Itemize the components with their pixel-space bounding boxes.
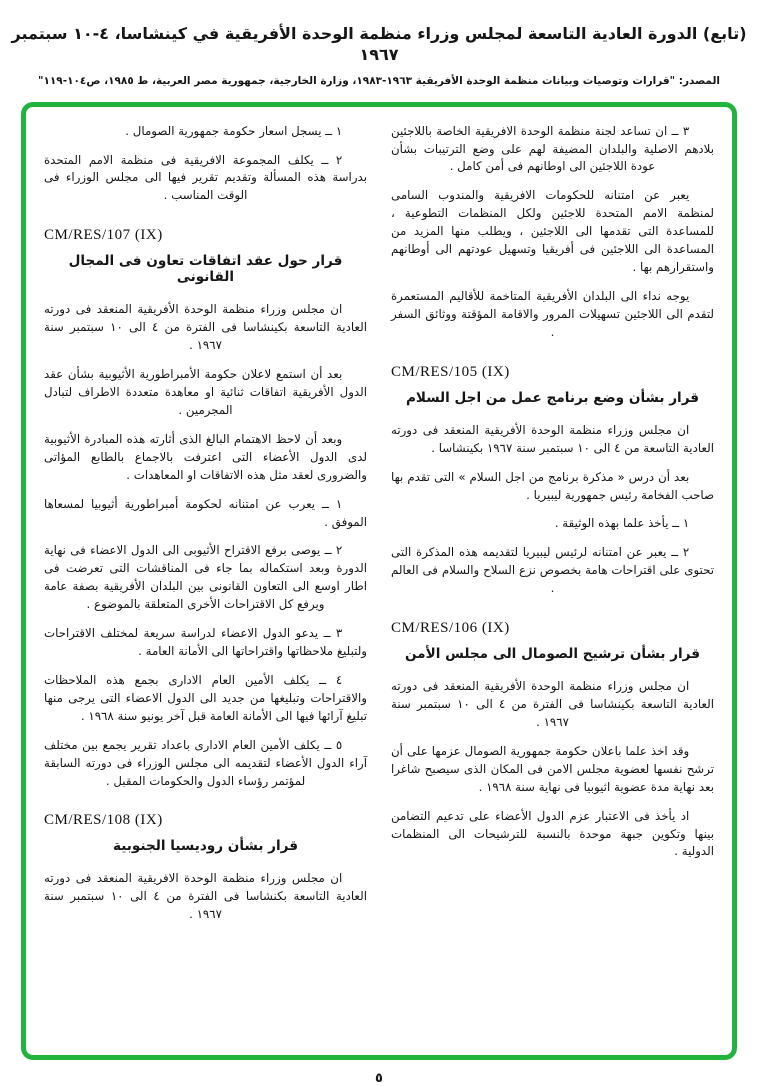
paragraph: ان مجلس وزراء منظمة الوحدة الأفريقية المنعقد فى دورته العادية التاسعة من ٤ الى ١٠ سبتمبر سنة ١٩٦٧ بكينشاسا . [391, 422, 714, 455]
paragraph: ١ ــ يأخذ علما بهذه الوثيقة . [554, 516, 690, 531]
paragraph: ان مجلس وزراء منظمة الوحدة الأفريقية المنعقد فى دورته العادية التاسعة بكينشاسا فى الفترة من ٤ الى ١٠ سبتمبر سنة ١٩٦٧ . [391, 679, 714, 729]
paragraph: بعد أن استمع لاعلان حكومة الأمبراطورية الأثيوبية بشأن عقد الدول الأفريقية اتفاقات ثنائية او معاهدة متعددة الاطراف لتبادل المجرمين . [44, 367, 367, 417]
column-right [391, 123, 714, 1049]
paragraph: ٢ ــ يعبر عن امتنانه لرئيس ليبيريا لتقديمه هذه المذكرة التى تحتوى على اقتراحات هامة بخصوص نزع السلاح والسلام فى العالم . [391, 545, 714, 596]
header-title: (تابع) الدورة العادية التاسعة لمجلس وزراء منظمة الوحدة الأفريقية في كينشاسا، ٤-١٠ سبتمبر ١٩٦٧ [11, 24, 747, 64]
paragraph: ان مجلس وزراء منظمة الوحدة الافريقية المنعقد فى دورته العادية التاسعة بكنشاسا فى الفترة من ٤ الى ١٠ سبتمبر سنة ١٩٦٧ . [44, 871, 367, 922]
paragraph: ١ ــ يسجل اسعار حكومة جمهورية الصومال . [125, 123, 343, 138]
document-frame [21, 102, 737, 1060]
header-source-line: المصدر: "قرارات وتوصيات وبيانات منظمة الوحدة الأفريقية ١٩٦٣-١٩٨٣، وزارة الخارجية، جمهورية مصر العربية، ط ١٩٨٥، ص١٠٤-١١٩" [38, 74, 720, 87]
two-column-layout [44, 123, 714, 1049]
paragraph: ٤ ــ يكلف الأمين العام الادارى بجمع هذه الملاحظات والاقتراحات وتبليغها من جديد الى الدول الاعضاء التى يرجى منها تبليغ آرائها فيها الى الأمانة العامة قبل آخر يونيو سنة ١٩٦٨ . [44, 672, 367, 723]
resolution-ref: CM/RES/108 (IX) [44, 812, 163, 829]
page-header [0, 0, 758, 87]
resolution-title: قرار حول عقد اتفاقات تعاون فى المجال القانونى [68, 253, 343, 286]
paragraph: ان مجلس وزراء منظمة الوحدة الأفريقية المنعقد فى دورته العادية التاسعة بكينشاسا فى الفترة من ٤ الى ١٠ سبتمبر سنة ١٩٦٧ . [44, 302, 367, 353]
column-left [44, 123, 367, 1049]
paragraph: ١ ــ يعرب عن امتنانه لحكومة أمبراطورية أثيوبيا لمسعاها الموفق . [44, 496, 367, 529]
page-number: ٥ [375, 1070, 383, 1086]
paragraph: ٣ ــ ان تساعد لجنة منظمة الوحدة الافريقية الخاصة باللاجئين بلادهم الاصلية والبلدان المضيفة لهم على وضع الترتيبات بشأن عودة اللاجئين الى اوطانهم فى أمن كامل . [391, 123, 714, 174]
resolution-title: قرار بشأن ترشيح الصومال الى مجلس الأمن [404, 646, 701, 663]
resolution-ref: CM/RES/105 (IX) [391, 363, 510, 380]
paragraph: يعبر عن امتنانه للحكومات الافريقية والمندوب السامى لمنظمة الامم المتحدة للاجئين ولكل المنظمات التطوعية ، للمساعدة التى تقدمها الى اللاجئين ، ويطلب منها المزيد من المساعدة الى اللاجئين فى أفريقيا وتسهيل عودتهم الى أوطانهم واستقرارهم بها . [391, 188, 714, 275]
paragraph: يوجه نداء الى البلدان الأفريقية المتاخمة للأقاليم المستعمرة لتقدم الى اللاجئين تسهيلات المرور والاقامة المؤقتة ووثائق السفر . [391, 288, 714, 339]
paragraph: بعد أن درس « مذكرة برنامج من اجل السلام » التى تقدم بها صاحب الفخامة رئيس جمهورية ليبيريا . [391, 469, 714, 502]
paragraph: اد يأخذ فى الاعتبار عزم الدول الأعضاء على تدعيم التضامن بينها وتكوين جبهة موحدة بالنسبة للترشيحات الى المنظمات الدولية . [391, 808, 714, 859]
paragraph: وقد اخذ علما باعلان حكومة جمهورية الصومال عزمها على أن ترشح نفسها لعضوية مجلس الامن فى المكان الذى سيصبح شاغرا بعد نهاية مدة عضوية اثيوبيا فى نهاية سنة ١٩٦٨ . [391, 743, 714, 794]
page-footer [0, 1071, 758, 1086]
paragraph: ٢ ــ يوصى برفع الاقتراح الأثيوبى الى الدول الاعضاء فى نهاية الدورة وبعد استكماله بما جاء فى المناقشات التى تعرضت فى اطار اوسع الى التعاون القانونى بين البلدان الأفريقية بصفة عامة ويرفع كل الاقتراحات الأخرى المتعلقة بالموضوع . [44, 543, 367, 612]
resolution-title: قرار بشأن وضع برنامج عمل من اجل السلام [405, 389, 700, 406]
resolution-ref: CM/RES/107 (IX) [44, 227, 163, 244]
resolution-ref: CM/RES/106 (IX) [391, 620, 510, 637]
paragraph: وبعد أن لاحظ الاهتمام البالغ الذى أثارته هذه المبادرة الأثيوبية لدى الدول الأعضاء التى اعترفت بالاجماع بالطابع المؤاتى والضرورى لعقد مثل هذه الاتفاقات او المعاهدات . [44, 431, 367, 482]
resolution-title: قرار بشأن روديسيا الجنوبية [112, 838, 299, 855]
paragraph: ٥ ــ يكلف الأمين العام الادارى باعداد تقرير يجمع بين مختلف آراء الدول الأعضاء لتقديمه الى مجلس الوزراء فى دورته السابقة لمؤتمر رؤساء الدول والحكومات المقبل . [44, 737, 367, 788]
paragraph: ٢ ــ يكلف المجموعة الافريقية فى منظمة الامم المتحدة بدراسة هذه المسألة وتقديم تقرير فيها الى مجلس الوزراء فى الوقت المناسب . [44, 152, 367, 203]
paragraph: ٣ ــ يدعو الدول الاعضاء لدراسة سريعة لمختلف الاقتراحات ولتبليغ ملاحظاتها واقتراحاتها الى الأمانة العامة . [44, 626, 367, 659]
